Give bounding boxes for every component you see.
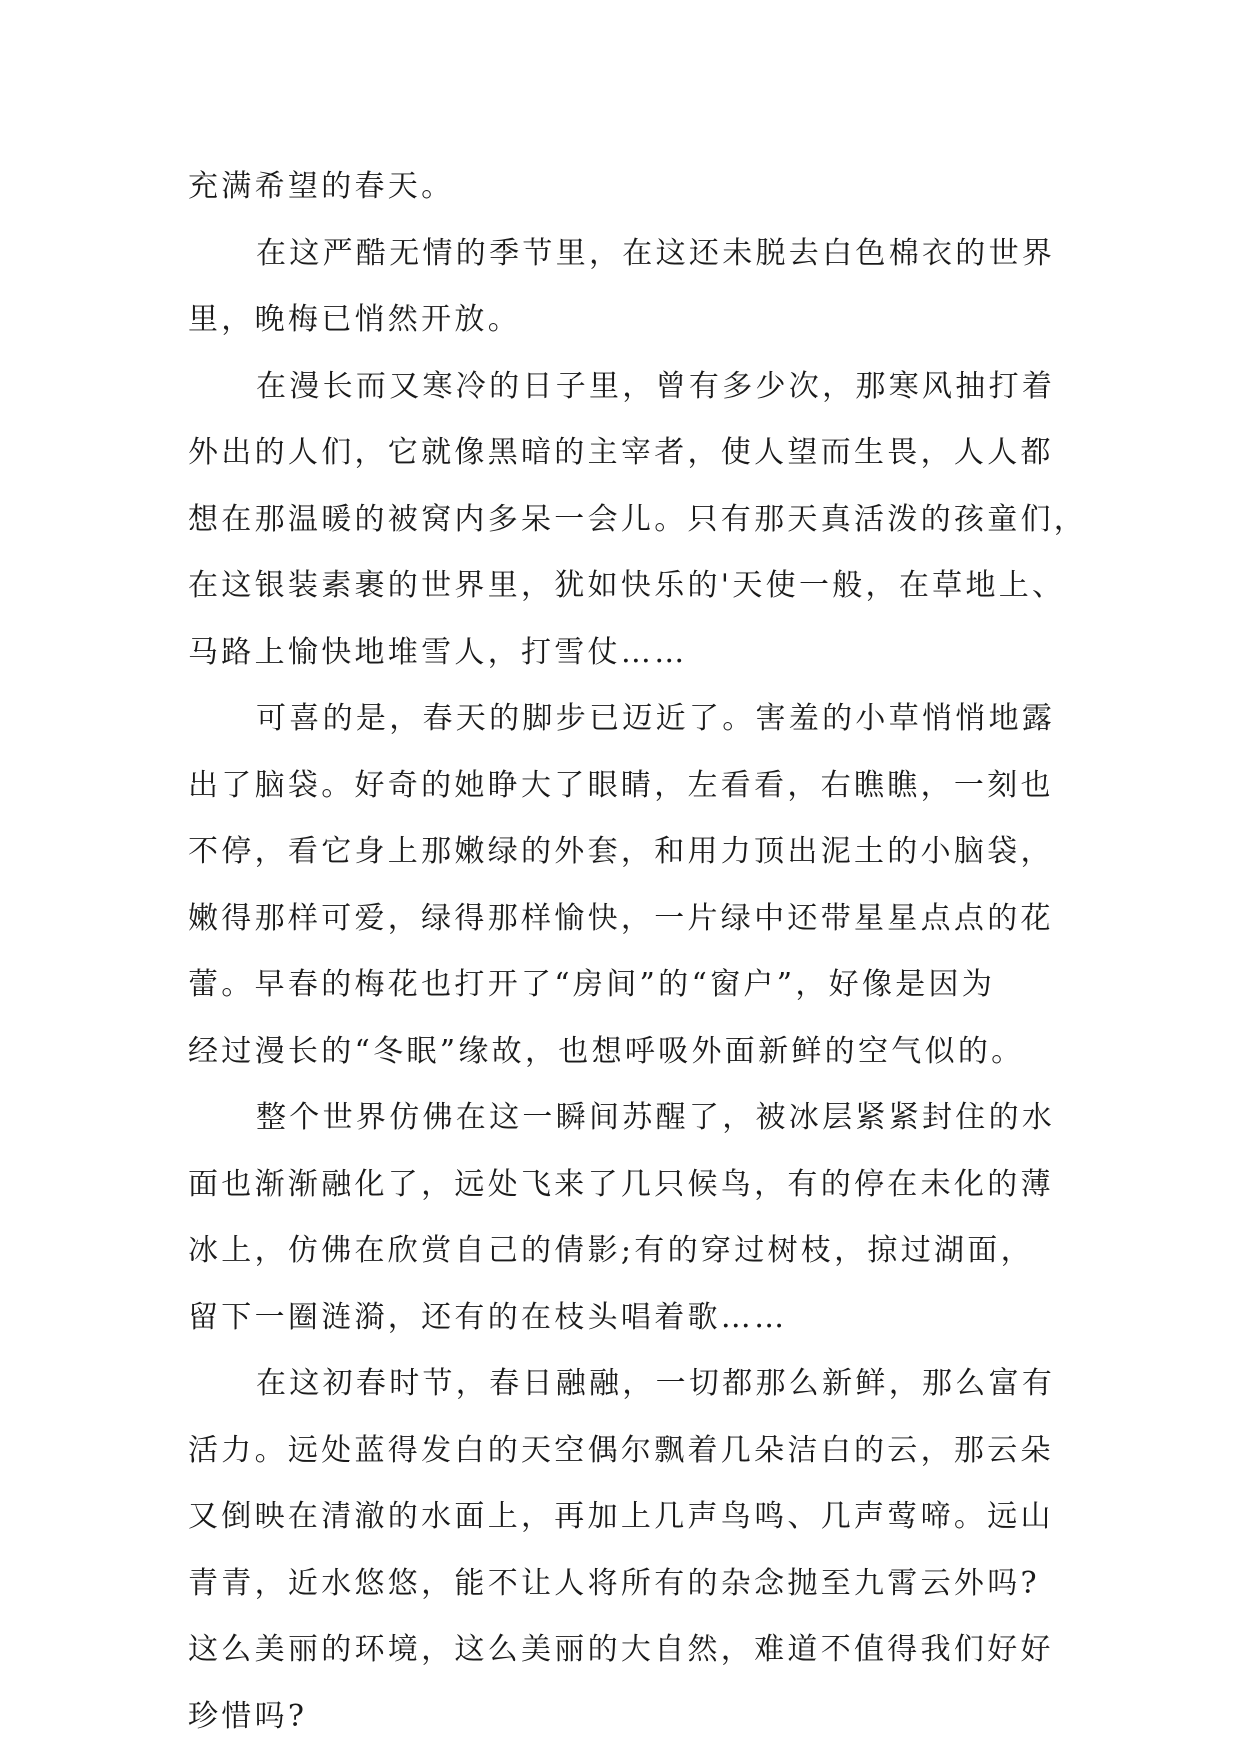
text-line: 嫩得那样可爱，绿得那样愉快，一片绿中还带星星点点的花 xyxy=(188,900,1054,936)
text-line: 可喜的是，春天的脚步已迈近了。害羞的小草悄悄地露 xyxy=(256,701,1056,736)
text-line: 经过漫长的“冬眠”缘故，也想呼吸外面新鲜的空气似的。 xyxy=(188,1033,1025,1069)
text-line: 在这严酷无情的季节里，在这还未脱去白色棉衣的世界 xyxy=(256,235,1056,271)
text-line: 蕾。早春的梅花也打开了“房间”的“窗户”，好像是因为 xyxy=(188,967,996,1002)
text-line: 珍惜吗? xyxy=(188,1698,308,1734)
text-line: 留下一圈涟漪，还有的在枝头唱着歌…… xyxy=(188,1299,788,1335)
text-line: 这么美丽的环境，这么美丽的大自然，难道不值得我们好好 xyxy=(188,1632,1054,1667)
text-line: 里，晚梅已悄然开放。 xyxy=(188,302,521,337)
text-line: 充满希望的春天。 xyxy=(188,169,455,204)
text-line: 马路上愉快地堆雪人，打雪仗…… xyxy=(188,634,688,670)
text-line: 在这银装素裹的世界里，犹如快乐的'天使一般，在草地上、 xyxy=(188,568,1066,603)
text-line: 整个世界仿佛在这一瞬间苏醒了，被冰层紧紧封住的水 xyxy=(256,1100,1056,1135)
text-line: 面也渐渐融化了，远处飞来了几只候鸟，有的停在未化的薄 xyxy=(188,1166,1054,1202)
text-line: 想在那温暖的被窝内多呆一会儿。只有那天真活泼的孩童们， xyxy=(188,501,1088,537)
text-line: 在漫长而又寒冷的日子里，曾有多少次，那寒风抽打着 xyxy=(256,368,1056,404)
text-line: 青青，近水悠悠，能不让人将所有的杂念抛至九霄云外吗? xyxy=(188,1565,1040,1601)
text-line: 冰上，仿佛在欣赏自己的倩影;有的穿过树枝，掠过湖面， xyxy=(188,1233,1034,1268)
text-line: 又倒映在清澈的水面上，再加上几声鸟鸣、几声莺啼。远山 xyxy=(188,1499,1054,1534)
text-line: 外出的人们，它就像黑暗的主宰者，使人望而生畏，人人都 xyxy=(188,435,1054,470)
text-line: 在这初春时节，春日融融，一切都那么新鲜，那么富有 xyxy=(256,1366,1056,1401)
text-line: 活力。远处蓝得发白的天空偶尔飘着几朵洁白的云，那云朵 xyxy=(188,1432,1054,1468)
text-line: 出了脑袋。好奇的她睁大了眼睛，左看看，右瞧瞧，一刻也 xyxy=(188,767,1054,803)
text-line: 不停，看它身上那嫩绿的外套，和用力顶出泥土的小脑袋， xyxy=(188,834,1054,869)
essay-body xyxy=(188,154,1088,1750)
